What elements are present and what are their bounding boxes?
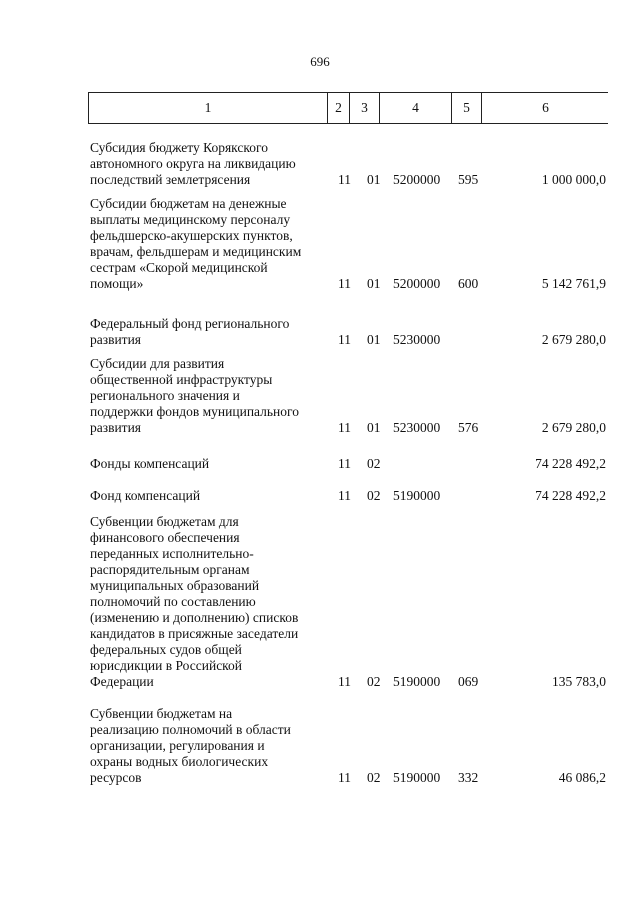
- cell-c4: 5200000: [393, 276, 441, 291]
- header-col-3: 3: [349, 93, 379, 123]
- description-line: фельдшерско-акушерских пунктов,: [90, 228, 293, 243]
- description-line: помощи»: [90, 276, 144, 291]
- description-line: выплаты медицинскому персоналу: [90, 212, 291, 227]
- table-row: [0, 196, 640, 292]
- cell-c2: 11: [338, 332, 351, 347]
- table-row: [0, 356, 640, 436]
- description-line: охраны водных биологических: [90, 754, 269, 769]
- cell-c6: 1 000 000,0: [541, 172, 606, 187]
- table-header: [88, 92, 608, 124]
- row-description: [90, 316, 330, 348]
- description-line: Фонды компенсаций: [90, 456, 210, 471]
- description-line: ресурсов: [90, 770, 142, 785]
- cell-c2: 11: [338, 488, 351, 503]
- description-line: полномочий по составлению: [90, 594, 256, 609]
- description-line: общественной инфраструктуры: [90, 372, 273, 387]
- row-description: [90, 456, 330, 472]
- cell-c5: 576: [458, 420, 479, 435]
- cell-c3: 01: [367, 276, 381, 291]
- description-line: врачам, фельдшерам и медицинским: [90, 244, 302, 259]
- cell-c6: 74 228 492,2: [535, 488, 606, 503]
- cell-c6: 135 783,0: [552, 674, 606, 689]
- description-line: кандидатов в присяжные заседатели: [90, 626, 299, 641]
- description-line: сестрам «Скорой медицинской: [90, 260, 268, 275]
- description-line: Субсидии бюджетам на денежные: [90, 196, 287, 211]
- row-description: [90, 196, 330, 292]
- header-col-2: 2: [327, 93, 349, 123]
- cell-c2: 11: [338, 674, 351, 689]
- cell-c6: 74 228 492,2: [535, 456, 606, 471]
- table-row: [0, 706, 640, 786]
- cell-c3: 02: [367, 456, 381, 471]
- cell-c2: 11: [338, 456, 351, 471]
- description-line: финансового обеспечения: [90, 530, 240, 545]
- cell-c4: 5230000: [393, 420, 441, 435]
- cell-c2: 11: [338, 420, 351, 435]
- cell-c4: 5190000: [393, 488, 441, 503]
- cell-c6: 2 679 280,0: [541, 420, 606, 435]
- table-row: [0, 514, 640, 690]
- cell-c2: 11: [338, 770, 351, 785]
- cell-c3: 02: [367, 674, 381, 689]
- description-line: организации, регулирования и: [90, 738, 265, 753]
- description-line: последствий землетрясения: [90, 172, 251, 187]
- cell-c4: 5190000: [393, 770, 441, 785]
- row-description: [90, 356, 330, 436]
- table-row: [0, 140, 640, 188]
- cell-c3: 01: [367, 172, 381, 187]
- description-line: Федеральный фонд регионального: [90, 316, 290, 331]
- header-col-4: 4: [379, 93, 451, 123]
- description-line: Субвенции бюджетам на: [90, 706, 233, 721]
- cell-c3: 01: [367, 420, 381, 435]
- row-description: [90, 514, 330, 690]
- cell-c3: 02: [367, 488, 381, 503]
- cell-c4: 5190000: [393, 674, 441, 689]
- description-line: муниципальных образований: [90, 578, 260, 593]
- cell-c2: 11: [338, 172, 351, 187]
- description-line: поддержки фондов муниципального: [90, 404, 299, 419]
- cell-c5: 600: [458, 276, 479, 291]
- description-line: автономного округа на ликвидацию: [90, 156, 296, 171]
- header-col-6: 6: [481, 93, 609, 123]
- cell-c5: 069: [458, 674, 479, 689]
- description-line: регионального значения и: [90, 388, 240, 403]
- header-col-1: 1: [204, 100, 212, 115]
- table-row: [0, 488, 640, 504]
- description-line: распорядительным органам: [90, 562, 250, 577]
- table-row: [0, 456, 640, 472]
- cell-c4: 5200000: [393, 172, 441, 187]
- description-line: реализацию полномочий в области: [90, 722, 291, 737]
- cell-c3: 02: [367, 770, 381, 785]
- cell-c6: 2 679 280,0: [541, 332, 606, 347]
- description-line: (изменению и дополнению) списков: [90, 610, 299, 625]
- description-line: переданных исполнительно-: [90, 546, 254, 561]
- cell-c6: 5 142 761,9: [541, 276, 606, 291]
- description-line: развития: [90, 420, 142, 435]
- row-description: [90, 706, 330, 786]
- cell-c2: 11: [338, 276, 351, 291]
- row-description: [90, 488, 330, 504]
- header-col-5: 5: [451, 93, 481, 123]
- description-line: Федерации: [90, 674, 154, 689]
- cell-c5: 595: [458, 172, 479, 187]
- description-line: Субвенции бюджетам для: [90, 514, 239, 529]
- description-line: развития: [90, 332, 142, 347]
- page-number: 696: [310, 54, 330, 69]
- description-line: Фонд компенсаций: [90, 488, 201, 503]
- cell-c6: 46 086,2: [558, 770, 606, 785]
- cell-c3: 01: [367, 332, 381, 347]
- table-row: [0, 316, 640, 348]
- row-description: [90, 140, 330, 188]
- description-line: юрисдикции в Российской: [90, 658, 243, 673]
- cell-c5: 332: [458, 770, 479, 785]
- description-line: федеральных судов общей: [90, 642, 242, 657]
- description-line: Субсидия бюджету Корякского: [90, 140, 268, 155]
- cell-c4: 5230000: [393, 332, 441, 347]
- description-line: Субсидии для развития: [90, 356, 225, 371]
